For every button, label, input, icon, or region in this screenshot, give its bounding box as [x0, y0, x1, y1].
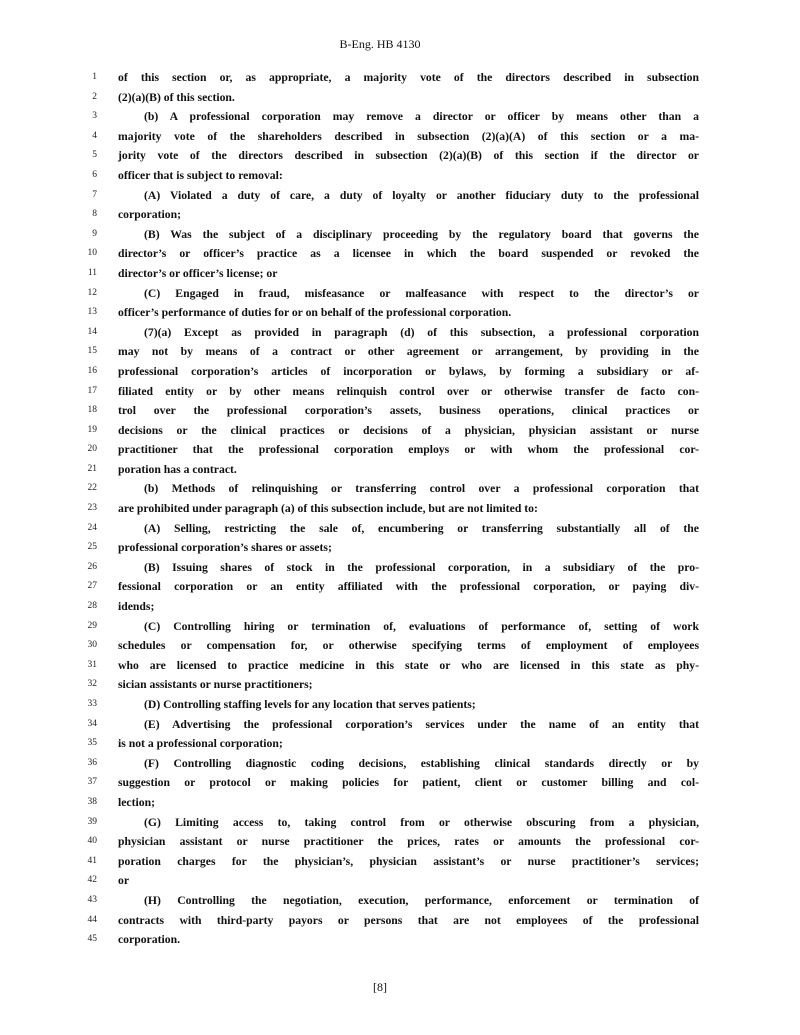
- text-line: [0, 205, 800, 225]
- line-text: may not by means of a contract or other agreement or arrangement, by providing in the: [118, 345, 699, 359]
- line-number: 41: [87, 855, 97, 866]
- text-line: [0, 832, 800, 852]
- line-text: director’s or officer’s license; or: [118, 266, 278, 280]
- text-line: [0, 773, 800, 793]
- line-number: 6: [92, 169, 97, 180]
- text-line: [0, 107, 800, 127]
- text-line: [0, 323, 800, 343]
- line-text: jority vote of the directors described in subsection (2)(a)(B) of this section if the director or: [118, 149, 699, 163]
- line-number: 37: [87, 777, 97, 788]
- text-line: [0, 479, 800, 499]
- line-text: (D) Controlling staffing levels for any location that serves patients;: [144, 698, 476, 711]
- text-line: [0, 127, 800, 147]
- line-text: (C) Engaged in fraud, misfeasance or malfeasance with respect to the director’s or: [144, 286, 699, 300]
- text-line: [0, 264, 800, 284]
- line-text: (b) Methods of relinquishing or transferring control over a professional corporation that: [144, 482, 699, 496]
- line-text: who are licensed to practice medicine in this state or who are licensed in this state as phy-: [118, 658, 699, 672]
- line-number: 7: [92, 189, 97, 200]
- text-line: [0, 284, 800, 304]
- line-text: professional corporation’s articles of incorporation or bylaws, by forming a subsidiary or af-: [118, 364, 699, 378]
- line-number: 43: [87, 894, 97, 905]
- bill-header: B-Eng. HB 4130: [339, 37, 421, 51]
- line-text: decisions or the clinical practices or decisions of a physician, physician assistant or nurse: [118, 423, 699, 437]
- line-text: (A) Violated a duty of care, a duty of loyalty or another fiduciary duty to the professional: [144, 188, 699, 202]
- text-line: [0, 146, 800, 166]
- line-number: 40: [87, 836, 97, 847]
- line-number: 31: [87, 659, 97, 670]
- line-number: 32: [87, 679, 97, 690]
- line-number: 3: [92, 111, 97, 122]
- line-text: officer’s performance of duties for or on behalf of the professional corporation.: [118, 306, 512, 320]
- line-number: 8: [92, 209, 97, 220]
- text-line: [0, 362, 800, 382]
- line-number: 29: [87, 620, 97, 631]
- text-line: [0, 813, 800, 833]
- line-number: 24: [87, 522, 97, 533]
- line-text: professional corporation’s shares or assets;: [118, 541, 332, 555]
- text-line: [0, 401, 800, 421]
- line-number: 13: [87, 307, 97, 318]
- line-number: 19: [87, 424, 97, 435]
- line-text: fessional corporation or an entity affiliated with the professional corporation, or paying div-: [118, 580, 699, 594]
- line-text: poration has a contract.: [118, 462, 237, 476]
- page-number: [8]: [373, 980, 387, 994]
- line-text: (2)(a)(B) of this section.: [118, 90, 235, 104]
- line-number: 42: [87, 875, 97, 886]
- line-text: (B) Was the subject of a disciplinary proceeding by the regulatory board that governs the: [144, 227, 699, 241]
- line-text: officer that is subject to removal:: [118, 168, 283, 182]
- text-line: [0, 186, 800, 206]
- line-number: 17: [87, 385, 97, 396]
- line-number: 26: [87, 561, 97, 572]
- line-number: 44: [87, 914, 97, 925]
- text-line: [0, 499, 800, 519]
- line-number: 35: [87, 738, 97, 749]
- text-line: [0, 519, 800, 539]
- line-number: 30: [87, 640, 97, 651]
- text-line: [0, 558, 800, 578]
- line-number: 27: [87, 581, 97, 592]
- line-text: contracts with third-party payors or persons that are not employees of the professional: [118, 913, 699, 927]
- line-text: suggestion or protocol or making policies for patient, client or customer billing and col-: [118, 776, 699, 790]
- line-number: 28: [87, 601, 97, 612]
- text-line: [0, 911, 800, 931]
- text-line: [0, 617, 800, 637]
- text-line: [0, 734, 800, 754]
- line-text: majority vote of the shareholders described in subsection (2)(a)(A) of this section or a ma-: [118, 129, 699, 143]
- text-line: [0, 460, 800, 480]
- line-number: 21: [87, 463, 97, 474]
- line-text: schedules or compensation for, or otherwise specifying terms of employment of employees: [118, 639, 699, 653]
- text-line: [0, 382, 800, 402]
- text-line: [0, 675, 800, 695]
- line-text: trol over the professional corporation’s assets, business operations, clinical practices or: [118, 404, 699, 418]
- line-text: practitioner that the professional corporation employs or with whom the professional cor-: [118, 443, 699, 457]
- line-text: (A) Selling, restricting the sale of, encumbering or transferring substantially all of the: [144, 521, 699, 535]
- text-line: [0, 930, 800, 950]
- line-number: 11: [87, 267, 97, 278]
- text-line: [0, 695, 800, 715]
- line-number: 22: [87, 483, 97, 494]
- text-line: [0, 577, 800, 597]
- text-line: [0, 68, 800, 88]
- line-number: 15: [87, 346, 97, 357]
- line-text: lection;: [118, 795, 155, 809]
- text-line: [0, 597, 800, 617]
- line-text: are prohibited under paragraph (a) of this subsection include, but are not limited to:: [118, 502, 538, 516]
- text-line: [0, 303, 800, 323]
- line-number: 23: [87, 503, 97, 514]
- text-line: [0, 656, 800, 676]
- line-number: 2: [92, 91, 97, 102]
- line-text: (B) Issuing shares of stock in the professional corporation, in a subsidiary of the pro-: [144, 560, 699, 574]
- line-number: 34: [87, 718, 97, 729]
- line-text: (G) Limiting access to, taking control from or otherwise obscuring from a physician,: [144, 815, 699, 829]
- bill-text-body: [0, 68, 800, 950]
- line-number: 12: [87, 287, 97, 298]
- line-number: 16: [87, 365, 97, 376]
- line-text: or: [118, 874, 130, 888]
- text-line: [0, 538, 800, 558]
- line-text: corporation;: [118, 208, 181, 222]
- line-number: 9: [92, 228, 97, 239]
- line-number: 4: [92, 130, 97, 141]
- line-text: idends;: [118, 600, 155, 614]
- text-line: [0, 244, 800, 264]
- text-line: [0, 891, 800, 911]
- line-number: 18: [87, 405, 97, 416]
- text-line: [0, 871, 800, 891]
- line-number: 10: [87, 248, 97, 259]
- line-number: 33: [87, 699, 97, 709]
- text-line: [0, 793, 800, 813]
- line-text: filiated entity or by other means relinquish control over or otherwise transfer de facto con-: [118, 384, 699, 398]
- line-text: is not a professional corporation;: [118, 737, 283, 751]
- line-number: 25: [87, 542, 97, 553]
- line-text: (C) Controlling hiring or termination of, evaluations of performance of, setting of work: [144, 619, 699, 633]
- line-number: 14: [87, 326, 97, 337]
- line-text: (b) A professional corporation may remove a director or officer by means other than a: [144, 110, 699, 124]
- line-text: poration charges for the physician’s, physician assistant’s or nurse practitioner’s services;: [118, 854, 699, 868]
- text-line: [0, 225, 800, 245]
- line-number: 36: [87, 757, 97, 768]
- line-text: (F) Controlling diagnostic coding decisions, establishing clinical standards directly or by: [144, 756, 699, 770]
- line-number: 39: [87, 816, 97, 827]
- text-line: [0, 754, 800, 774]
- line-text: physician assistant or nurse practitioner the prices, rates or amounts the professional cor-: [118, 835, 699, 849]
- text-line: [0, 715, 800, 735]
- line-text: director’s or officer’s practice as a licensee in which the board suspended or revoked the: [118, 247, 699, 261]
- text-line: [0, 440, 800, 460]
- line-text: sician assistants or nurse practitioners;: [118, 678, 313, 692]
- line-text: of this section or, as appropriate, a majority vote of the directors described in subsection: [118, 71, 699, 84]
- line-text: (E) Advertising the professional corporation’s services under the name of an entity that: [144, 717, 699, 731]
- line-number: 38: [87, 796, 97, 807]
- line-text: corporation.: [118, 933, 180, 947]
- text-line: [0, 852, 800, 872]
- line-number: 20: [87, 444, 97, 455]
- line-number: 45: [87, 934, 97, 945]
- line-text: (H) Controlling the negotiation, execution, performance, enforcement or termination of: [144, 893, 699, 907]
- text-line: [0, 342, 800, 362]
- line-text: (7)(a) Except as provided in paragraph (d) of this subsection, a professional corporation: [144, 325, 699, 339]
- line-number: 1: [92, 72, 97, 82]
- text-line: [0, 636, 800, 656]
- text-line: [0, 88, 800, 108]
- line-number: 5: [92, 150, 97, 161]
- text-line: [0, 421, 800, 441]
- text-line: [0, 166, 800, 186]
